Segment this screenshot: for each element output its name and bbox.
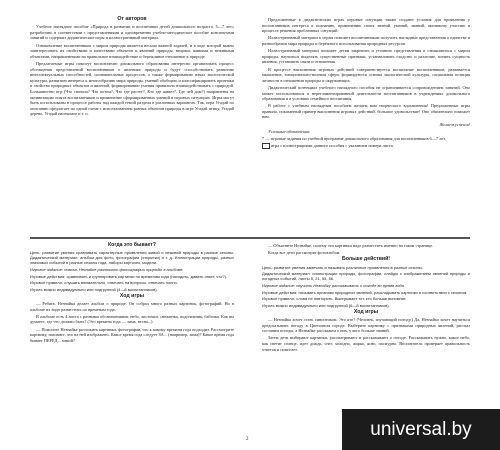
legend-title: Условные обозначения:	[268, 128, 311, 134]
game-goal: Цель: развитие умения замечать и называть различные проявления в разные сезоны.	[262, 264, 423, 270]
paragraph: Ознакомление воспитанников с миром природы является весьма важной задачей, и в ходе которой важно заинтересовать их свойствами и качествами объектов и явлений природы, вещами, живыми и неживыми объектами, направленными на правильное взаимодействие и бережливое отношение к природе.	[30, 42, 234, 59]
heading-game-flow: Ход игры	[119, 292, 145, 299]
paragraph: Когда все дети рассмотрят фотоальбом.	[268, 250, 341, 256]
legend-item-sheet	[262, 143, 470, 149]
paragraph: Затем дети выбирают картинки, рассматривают и рассказывают о погоде. Рассказывать нужно, какое небо, как светит солнце, идет дождь, снег, холодно, жарко, ясно, пасмурно. Воспитатель проверяет правильность ответов и помогает.	[262, 335, 470, 352]
game-players: Играть можно индивидуально или подгруппой (6—8 воспитанников).	[262, 303, 390, 309]
paragraph: — Ребята, Незнайка делает альбом о природе. Он собрал много разных картинок, фотографий. Но в альбоме их надо разместить по временам года.	[30, 301, 234, 312]
heading-game-flow: Ход игры	[353, 308, 379, 315]
paragraph: — Незнайка хочет стать синоптиком. Это кто? (Человек, изучающий погоду.) Да, Незнайка хочет научиться предсказывать погоду в Цветочном городе. Выберите картинку с признаками природных явлений, рассказ составим погоды, а Незнайке расскажем о них, у кого больше знаний.	[262, 316, 470, 334]
game-players: Играть можно индивидуально или подгруппой (4—8 воспитанников).	[30, 287, 158, 293]
paragraph: Учебное наглядное пособие «Природа в развитии и воспитании детей дошкольного возраста. 5—7 лет» разработано в соответствии с представлениями и одновременно учебно-методическое пособие конспектами занятий и содержит дидактические игры и иллюстративный материал.	[30, 24, 234, 41]
game-actions: Игровые действия: называть признаки природных явлений, раскладывать картинки в соответствии с сезоном.	[262, 289, 468, 295]
bottom-left-column	[30, 243, 234, 345]
paragraph: Дидактический потенциал учебного наглядного пособия не ограничивается сопровождением занятий. Оно может использоваться в нерегламентированной деятельности воспитанников в учреждениях дошкольного образования и в условиях семейного воспитания.	[262, 84, 470, 102]
game-goal: Цель: развитие умения сравнивать характерные проявления живой и неживой природы в разные сезоны. Дидактический материал: альбом для фото, фотографии (открытки) и т. д. Иллюстрации природы, разных значимых событий в разные сезоны года, наборы карточек, модели.	[30, 250, 234, 266]
heading-when-does-it-happen: Когда это бывает?	[108, 242, 156, 248]
paragraph: Предложенные в дидактических играх игровые ситуации также создают условия для проявления у воспитанников интереса к познанию, применению своих знаний, умений, знаний, активному участию в процессе решения проблемных ситуаций.	[262, 17, 470, 34]
wish-line: Желаем успехов!	[439, 121, 470, 127]
paragraph: Иллюстративный материал к играм поможет воспитанникам получить наглядные представления о единстве и разнообразии мира природы и бережного использования природных ресурсов.	[262, 35, 470, 46]
page-number: 2	[246, 437, 249, 442]
game-actions: Игровые действия: сравнивать и группировать картинки по временам года (находить, давать ответ, что?).	[30, 273, 227, 279]
bottom-right-column	[262, 243, 470, 354]
paragraph: В альбоме есть 4 листа с разными обозначениями: небо, листочки, снежинка, подснежник, бабочка. Как вы думаете, где что должно быть? (Это времена года — зима, весна...)	[30, 313, 234, 325]
paragraph: — Помогите Незнайке разложить картинки, фотографии, что к какому времени года подходит. Рассмотрите картинку, назовите, что на ней изображено. Какое время года следует ЗА... (например, зима)? Какое время года бывает ПЕРЕД... зимой?	[30, 326, 234, 343]
heading-more-actions: Больше действий!	[342, 256, 390, 263]
watermark: universal.by	[342, 409, 500, 450]
game-material: Дидактический материал: иллюстрации природы, фотографии, слайды с изображением явлений природы и погодных событий, листы 5, 21, 55, 56.	[262, 271, 470, 282]
sheet-icon	[262, 143, 270, 149]
paragraph: — Объясните Незнайке, почему эти картинки надо разместить именно на таком странице.	[268, 243, 434, 248]
game-rule: Игровое правило: слова не повторять. Выигрывает тот, кто больше вспомнит.	[262, 296, 407, 302]
legend-item-star: * — игровые задания по учебной программе дошкольного образования для воспитанников 6—7 лет,	[262, 136, 446, 142]
game-task: Игровое задание: помочь Незнайке разложить фотографии природы в альбоме.	[30, 267, 184, 273]
paragraph: В работе с учебным наглядным пособием желаем вам творческого вдохновения! Предложенные игры правила, показанный пример выполнения игровых действий, большое удовольствие! Оно обязательно поможет вам.	[262, 103, 470, 120]
heading-from-authors: От авторов	[117, 16, 147, 22]
paragraph: В процессе выполнения игровых действий совершенствуется воспитание воспитанников, развивается мышление, эмоционально-волевая сфера, формируются основы экологической культуры, социальная позиция личности в отношении природы и окружающих.	[262, 66, 470, 83]
top-right-column	[262, 17, 470, 151]
game-rule: Игровое правило: слушать внимательно, отвечать на вопросы, отвечать полно.	[30, 280, 178, 286]
legend-item-sheet-text: игра с иллюстрациями данного пособия с указанием номера листа.	[271, 143, 394, 149]
section-divider	[30, 237, 470, 239]
paragraph: Предлагаемые игры помогут воспитателю дошкольного образования интересно организовать процесс обогащения представлений воспитанников о явлениях природы и будут способствовать развитию интеллектуальных способностей, познавательных процессов, а также формированию начал экологической культуры, развитию интереса к многообразию мира природы, умений обобщать и классифицировать признаки и свойства природных объектов и явлений, формированию умения правильно взаимодействовать с природой. Большинство игр (Что сначала? Что потом?, Что где растет?, Кто где живет?, Где чей дом?) направлены на активизацию опыта воспитанников и применение сформированных умений в игровых ситуациях. Игры могут быть использованы в процессе работы над каждой темой раздела в различных вариантах. Так, игра Угадай по описанию предлагает по одной схеме с использованием разных объектов природы в игре Угадай птицу, Угадай дерево, Угадай насекомое и т. п.	[30, 60, 234, 117]
paragraph: Иллюстративный материал поможет детям закрепить и уточнить представления и ознакомиться с миром природы, научиться выделять существенные признаки, устанавливать сходство и различие, понять сущность явления, установить связи и отношения.	[262, 48, 470, 65]
top-left-column	[30, 17, 234, 118]
game-task: Игровое задание: научить Незнайку рассказывать о погоде во время года.	[262, 283, 405, 289]
